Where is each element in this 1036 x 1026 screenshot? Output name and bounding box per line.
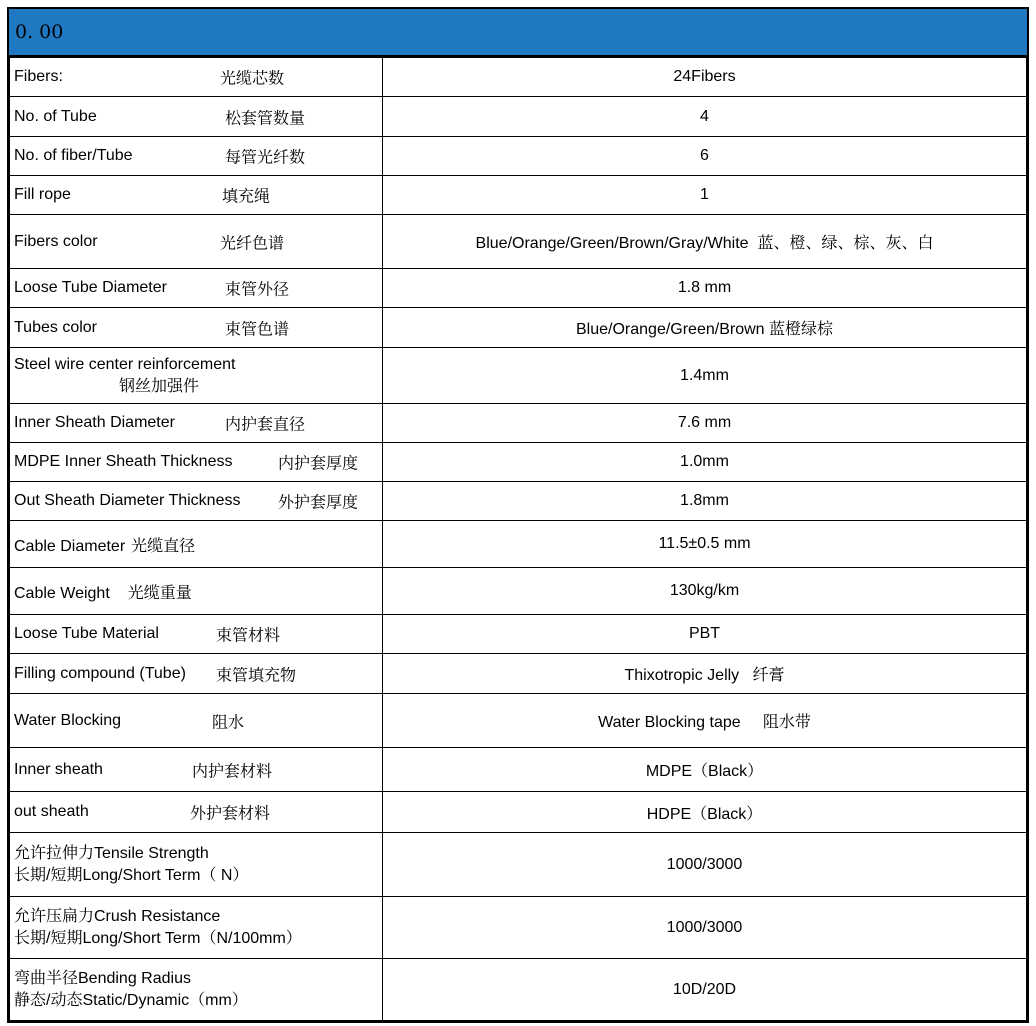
spec-table <box>9 57 1027 1021</box>
label-en: Cable Weight <box>14 584 110 602</box>
label-en: Out Sheath Diameter Thickness <box>14 492 241 509</box>
table-row <box>10 137 1027 176</box>
label-cn: 束管外径 <box>225 281 290 299</box>
table-row <box>10 748 1027 792</box>
row-label <box>10 568 383 615</box>
row-label <box>10 58 383 97</box>
label-en: Cable Diameter <box>14 537 126 555</box>
label-line1: 允许压扁力Crush Resistance <box>14 907 221 925</box>
label-line1: 允许拉伸力Tensile Strength <box>14 844 209 862</box>
label-cn: 外护套材料 <box>190 805 271 823</box>
row-value: 1.0mm <box>383 443 1027 482</box>
table-row <box>10 482 1027 521</box>
row-label <box>10 833 383 897</box>
label-en: Filling compound (Tube) <box>14 664 186 682</box>
table-row <box>10 615 1027 654</box>
label-cn: 光缆直径 <box>131 537 196 555</box>
label-cn: 光纤色谱 <box>220 235 285 252</box>
table-row <box>10 215 1027 269</box>
label-en: MDPE Inner Sheath Thickness <box>14 453 233 470</box>
label-en: Water Blocking <box>14 711 121 729</box>
row-label <box>10 269 383 308</box>
row-value: 7.6 mm <box>383 404 1027 443</box>
label-en: Fibers color <box>14 232 98 250</box>
row-label <box>10 482 383 521</box>
row-label <box>10 615 383 654</box>
label-en: No. of fiber/Tube <box>14 147 133 164</box>
label-cn: 松套管数量 <box>225 110 306 127</box>
row-value: 10D/20D <box>383 959 1027 1021</box>
table-row <box>10 792 1027 833</box>
row-value: 1000/3000 <box>383 897 1027 959</box>
row-value: 1 <box>383 176 1027 215</box>
label-cn: 填充绳 <box>222 188 271 206</box>
label-en: Fill rope <box>14 186 71 203</box>
label-line2: 静态/动态Static/Dynamic（mm） <box>14 991 248 1009</box>
row-value: 130kg/km <box>383 568 1027 615</box>
label-cn: 钢丝加强件 <box>119 377 200 395</box>
table-row <box>10 269 1027 308</box>
label-cn: 内护套材料 <box>192 763 273 780</box>
row-label <box>10 654 383 694</box>
label-line1: 弯曲半径Bending Radius <box>14 969 191 987</box>
table-row <box>10 833 1027 897</box>
row-label <box>10 215 383 269</box>
label-cn: 束管色谱 <box>225 321 290 338</box>
table-row <box>10 404 1027 443</box>
label-cn: 阻水 <box>212 714 245 731</box>
row-value: 24Fibers <box>383 58 1027 97</box>
row-label <box>10 748 383 792</box>
label-cn: 内护套直径 <box>225 416 306 434</box>
row-value: Thixotropic Jelly 纤膏 <box>383 654 1027 694</box>
row-value: 1.8mm <box>383 482 1027 521</box>
table-row <box>10 521 1027 568</box>
table-row <box>10 348 1027 404</box>
row-label <box>10 404 383 443</box>
row-value: 1.8 mm <box>383 269 1027 308</box>
row-label <box>10 137 383 176</box>
row-label <box>10 792 383 833</box>
table-row <box>10 568 1027 615</box>
label-cn: 外护套厚度 <box>278 494 359 512</box>
label-cn: 内护套厚度 <box>278 455 359 473</box>
spec-sheet <box>7 7 1029 1023</box>
row-label <box>10 308 383 348</box>
row-value: 4 <box>383 97 1027 137</box>
label-cn: 束管材料 <box>216 627 281 645</box>
row-value: Water Blocking tape 阻水带 <box>383 694 1027 748</box>
label-cn: 光缆芯数 <box>220 70 285 88</box>
header-bar <box>9 9 1027 57</box>
table-row <box>10 897 1027 959</box>
row-label <box>10 521 383 568</box>
row-value: 1.4mm <box>383 348 1027 404</box>
label-line2: 长期/短期Long/Short Term（ N） <box>14 866 249 884</box>
table-row <box>10 654 1027 694</box>
label-en: Tubes color <box>14 318 97 336</box>
row-label <box>10 694 383 748</box>
row-value: Blue/Orange/Green/Brown/Gray/White 蓝、橙、绿、棕、灰、白 <box>383 215 1027 269</box>
label-en: Inner Sheath Diameter <box>14 414 175 431</box>
table-row <box>10 308 1027 348</box>
table-row <box>10 97 1027 137</box>
label-en: Steel wire center reinforcement <box>14 355 236 373</box>
label-cn: 每管光纤数 <box>225 149 306 167</box>
table-row <box>10 959 1027 1021</box>
table-row <box>10 58 1027 97</box>
label-en: out sheath <box>14 803 89 820</box>
label-en: Loose Tube Material <box>14 625 159 642</box>
row-value: 6 <box>383 137 1027 176</box>
table-row <box>10 443 1027 482</box>
row-label <box>10 348 383 404</box>
label-en: Inner sheath <box>14 760 103 778</box>
row-label <box>10 97 383 137</box>
row-label <box>10 897 383 959</box>
label-cn: 光缆重量 <box>127 584 192 602</box>
table-row <box>10 176 1027 215</box>
table-row <box>10 694 1027 748</box>
row-value: HDPE（Black） <box>383 792 1027 833</box>
row-value: Blue/Orange/Green/Brown 蓝橙绿棕 <box>383 308 1027 348</box>
row-value: MDPE（Black） <box>383 748 1027 792</box>
label-line2: 长期/短期Long/Short Term（N/100mm） <box>14 929 302 947</box>
row-label <box>10 443 383 482</box>
row-value: 11.5±0.5 mm <box>383 521 1027 568</box>
header-title: 0. 00 <box>15 21 64 43</box>
label-en: No. of Tube <box>14 107 97 125</box>
label-en: Fibers: <box>14 68 63 85</box>
row-value: PBT <box>383 615 1027 654</box>
row-label <box>10 176 383 215</box>
row-value: 1000/3000 <box>383 833 1027 897</box>
label-en: Loose Tube Diameter <box>14 279 167 296</box>
label-cn: 束管填充物 <box>216 667 297 684</box>
row-label <box>10 959 383 1021</box>
